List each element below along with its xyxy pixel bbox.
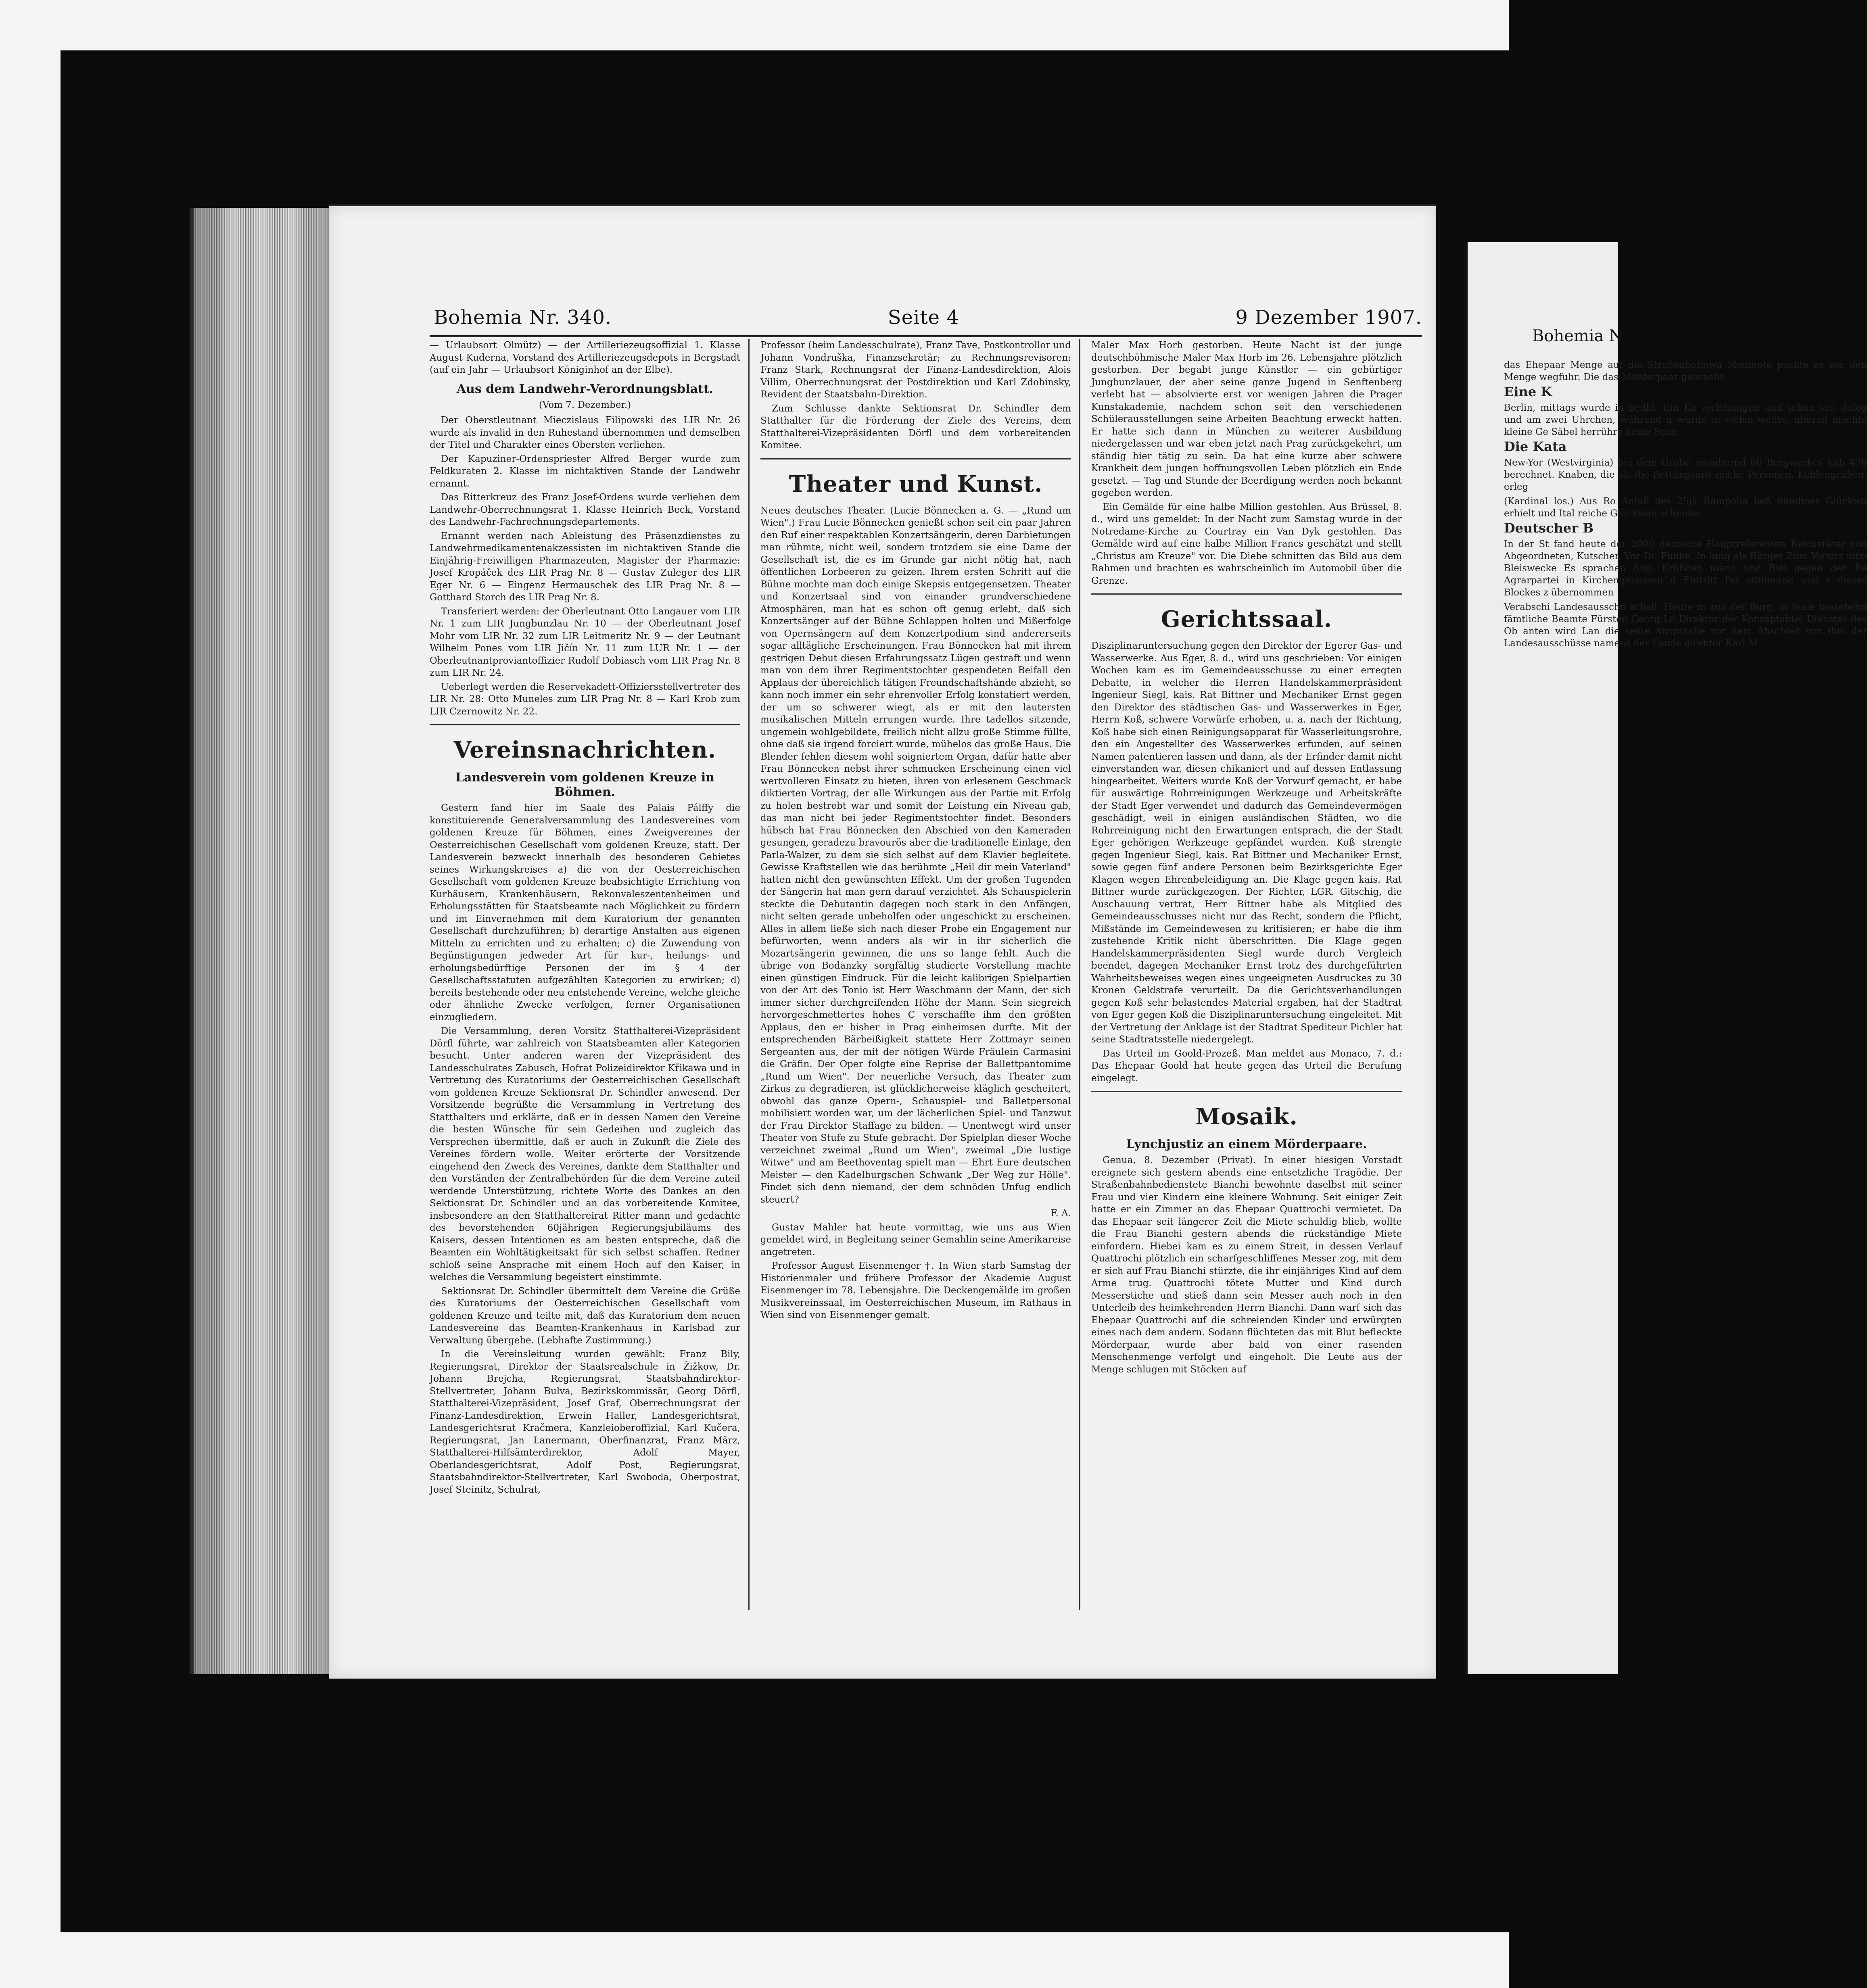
section-heading: Theater und Kunst. [789, 470, 1043, 497]
newspaper-title: Bohemia Nr. 340. [434, 306, 612, 329]
book-page-edges [190, 208, 333, 1674]
next-page-fragment [1464, 242, 1867, 1674]
article-paragraph: Ueberlegt werden die Reservekadett-Offiziersstellvertreter des LIR Nr. 28: Otto Muneles zum LIR Prag Nr. 8 — Karl Krob zum LIR Czernowitz Nr. 22. [430, 681, 740, 717]
column-3 [1091, 339, 1402, 1630]
next-page-paragraph: Die Kata [1504, 439, 1567, 454]
next-page-paragraph: das Ehepaar Menge auf die Straßenbahnwa Momente packte es vor den Menge wegfuhr. Die das Mörderpaar gebracht. [1504, 360, 1867, 382]
column-2 [760, 339, 1071, 1630]
column-divider-1 [748, 339, 750, 1610]
issue-date: 9 Dezember 1907. [1235, 306, 1422, 329]
article-paragraph: Das Urteil im Goold-Prozeß. Man meldet aus Monaco, 7. d.: Das Ehepaar Goold hat heute gegen das Urteil die Berufung eingelegt. [1091, 1048, 1402, 1084]
article-paragraph: Genua, 8. Dezember (Privat). In einer hiesigen Vorstadt ereignete sich gestern abends eine entsetzliche Tragödie. Der Straßenbahnbedienstete Bianchi bewohnte daselbst mit seiner Frau und vier Kindern eine kleinere Wohnung. Seit einiger Zeit hatte er ein Zimmer an das Ehepaar Quattrochi vermietet. Da das Ehepaar seit längerer Zeit die Miete schuldig blieb, wollte die Frau Bianchi gestern abends die rückständige Miete einfordern. Hiebei kam es zu einem Streit, in dessen Verlauf Quattrochi plötzlich ein scharfgeschliffenes Messer zog, mit dem er sich auf Frau Bianchi stürzte, die ihr einjähriges Kind auf dem Arme trug. Quattrochi tötete Mutter und Kind durch Messerstiche und stieß dann sein Messer auch noch in den Unterleib des heimkehrenden Herrn Bianchi. Dann warf sich das Ehepaar Quattrochi auf die schreienden Kinder und erwürgten eines nach dem andern. Sodann flüchteten das mit Blut befleckte Mörderpaar, wurde aber bald von einer rasenden Menschenmenge verfolgt und eingeholt. Die Leute aus der Menge schlugen mit Stöcken auf [1091, 1155, 1402, 1375]
article-paragraph: Maler Max Horb gestorben. Heute Nacht ist der junge deutschböhmische Maler Max Horb im 26. Lebensjahre plötzlich gestorben. Der begabt junge Künstler — ein gebürtiger Jungbunzlauer, der aber seine ganze Jugend in Senftenberg verlebt hat — absolvierte erst vor wenigen Jahren die Prager Kunstakademie, nachdem schon seit den verschiedenen Schülerausstellungen seine Arbeiten Beachtung erweckt hatten. Er hatte sich dann in München zu weiterer Ausbildung niedergelassen und war eben jetzt nach Prag zurückgekehrt, um ständig hier tätig zu sein. Da hat eine kurze aber schwere Krankheit dem jungen hoffnungsvollen Leben plötzlich ein Ende gesetzt. — Tag und Stunde der Beerdigung werden noch bekannt gegeben werden. [1091, 340, 1402, 498]
next-page-paragraph: Verabschi Landesausschu schall. Heute m aus der Burg, in feale besiebend fämtliche Beamte Fürsten Georg Lo Direktor der Konzeptabtei Dienstes des Ob anten wird Lan die seine Ansprache vor dem Abschied von ihm der Landesausschüsse namens der Lande direktor Karl M [1504, 602, 1867, 649]
page-header [434, 306, 1422, 329]
section-rule [1091, 593, 1402, 595]
next-page-paragraph: Deutscher B [1504, 520, 1594, 536]
section-heading: Vereinsnachrichten. [453, 737, 716, 763]
next-page-paragraph: In der St fand heute der 2000 deutsche Hauptreferenten Reichsräter von Abgeordneten, Kutscher, Vor Dr. Funke. In lung als Bürger Zum Vorsitz nitz-Bleiswecke Es sprachen Abg. Krüßner, mann und Blei gegen den Re Agrarpartei in Kirchengenossen d Eintritt Pet stimmung und z dieses Blockes z übernommen [1504, 539, 1867, 598]
section-heading: Mosaik. [1195, 1103, 1298, 1130]
next-page-paragraph: New-Yor (Westvirginia) bei dem Grube annähernd 60 Bergwerkes hab 478 berechnet. Knaben, die als die Rettungsarb reiche Personen, Kohlengruben, erleg [1504, 457, 1867, 492]
article-paragraph: Der Kapuziner-Ordenspriester Alfred Berger wurde zum Feldkuraten 2. Klasse im nichtaktiven Stande der Landwehr ernannt. [430, 453, 740, 489]
article-paragraph: Transferiert werden: der Oberleutnant Otto Langauer vom LIR Nr. 1 zum LIR Jungbunzlau Nr. 10 — der Oberleutnant Josef Mohr vom LIR Nr. 32 zum LIR Leitmeritz Nr. 9 — der Leutnant Wilhelm Pones vom LIR Jičín Nr. 11 zum LUR Nr. 1 — der Oberleutnantproviantoffizier Rudolf Dobiasch vom LIR Prag Nr. 8 zum LIR Nr. 24. [430, 606, 740, 678]
article-paragraph: Professor (beim Landesschulrate), Franz Tave, Postkontrollor und Johann Vondruška, Finanzsekretär; zu Rechnungsrevisoren: Franz Stark, Rechnungsrat der Finanz-Landesdirektion, Alois Villim, Oberrechnungsrat der Postdirektion und Karl Zdobinsky, Revident der Staatsbahn-Direktion. [760, 340, 1071, 400]
scan-margin-bottom [0, 1932, 1509, 1988]
article-paragraph: Disziplinaruntersuchung gegen den Direktor der Egerer Gas- und Wasserwerke. Aus Eger, 8. d., wird uns geschrieben: Vor einigen Wochen kam es im Gemeindeausschusse zu einer erregten Debatte, in welcher die Herren Handelskammerpräsident Ingenieur Siegl, kais. Rat Bittner und Mechaniker Ernst gegen den Direktor des städtischen Gas- und Wasserwerkes in Eger, Herrn Koß, schwere Vorwürfe erhoben, u. a. nach der Richtung, Koß habe sich einen Reinigungsapparat für Wasserleitungsrohre, den ein Angestellter des Wasserwerkes erfunden, auf seinen Namen patentieren lassen und dann, als der Erfinder damit nicht einverstanden war, diesen chikaniert und auf dessen Entlassung hingearbeitet. Weiters wurde Koß der Vorwurf gemacht, er habe für auswärtige Rohrreinigungen Werkzeuge und Arbeitskräfte der Stadt Eger verwendet und dadurch das Gemeindevermögen geschädigt, weil in einigen ausländischen Städten, wo die Rohrreinigung nicht den Erwartungen entsprach, die der Stadt Eger gehörigen Werkzeuge gepfändet wurden. Koß strengte gegen Ingenieur Siegl, kais. Rat Bittner und Mechaniker Ernst, sowie gegen fünf andere Personen beim Bezirksgerichte Eger Klagen wegen Ehrenbeleidigung an. Die Klage gegen kais. Rat Bittner wurde zurückgezogen. Der Richter, LGR. Gitschig, die Auschauung vertrat, Herr Bittner habe als Mitglied des Gemeindeausschusses nicht nur das Recht, sondern die Pflicht, Mißstände im Gemeindewesen zu kritisieren; er habe die ihm zustehende Kritik nicht überschritten. Die Klage gegen Handelskammerpräsidenten Siegl wurde durch Vergleich beendet, dagegen Mechaniker Ernst trotz des durchgeführten Wahrheitsbeweises wegen eines ungeeigneten Ausdruckes zu 30 Kronen Geldstrafe verurteilt. Da die Gerichtsverhandlungen gegen Koß sehr belastendes Material ergaben, hat der Stadtrat von Eger gegen Koß die Disziplinaruntersuchung eingeleitet. Mit der Vertretung der Anklage ist der Stadtrat Spediteur Pichler hat seine Stadtratsstelle niedergelegt. [1091, 641, 1402, 1045]
article-heading: Landesverein vom goldenen Kreuze in Böhmen. [455, 771, 715, 799]
article-signature: F. A. [1050, 1208, 1071, 1219]
article-paragraph: — Urlaubsort Olmütz) — der Artilleriezeugsoffizial 1. Klasse August Kuderna, Vorstand des Artilleriezeugsdepots in Bergstadt (auf ein Jahr — Urlaubsort Königinhof an der Elbe). [430, 340, 740, 375]
next-page-header: Bohemia N [1532, 327, 1623, 345]
next-page-paragraph: (Kardinal los.) Aus Ro Anlaß des 25jä Rampolla ließ händiges Glückwu erhielt und Ital reiche Glückwun schenke. [1504, 496, 1867, 519]
section-rule [1091, 1091, 1402, 1092]
article-paragraph: In die Vereinsleitung wurden gewählt: Franz Bily, Regierungsrat, Direktor der Staatsrealschule in Žižkow, Dr. Johann Brejcha, Regierungsrat, Staatsbahndirektor-Stellvertreter, Johann Bulva, Bezirkskommissär, Georg Dörfl, Statthalterei-Vizepräsident, Josef Graf, Oberrechnungsrat der Finanz-Landesdirektion, Erwein Haller, Landesgerichtsrat, Landesgerichtsrat Kračmera, Kanzleioberoffizial, Karl Kučera, Regierungsrat, Jan Lanermann, Oberfinanzrat, Franz März, Statthalterei-Hilfsämterdirektor, Adolf Mayer, Oberlandesgerichtsrat, Adolf Post, Regierungsrat, Staatsbahndirektor-Stellvertreter, Karl Swoboda, Oberpostrat, Josef Steinitz, Schulrat, [430, 1349, 740, 1495]
article-paragraph: Das Ritterkreuz des Franz Josef-Ordens wurde verliehen dem Landwehr-Oberrechnungsrat 1. Klasse Heinrich Beck, Vorstand des Landwehr-Fachrechnungsdepartements. [430, 492, 740, 527]
article-paragraph: Ein Gemälde für eine halbe Million gestohlen. Aus Brüssel, 8. d., wird uns gemeldet: In der Nacht zum Samstag wurde in der Notredame-Kirche zu Courtray ein Van Dyk gestohlen. Das Gemälde wird auf eine halbe Million Francs geschätzt und stellt „Christus am Kreuze" vor. Die Diebe schnitten das Bild aus dem Rahmen und brachten es wahrscheinlich im Automobil über die Grenze. [1091, 501, 1402, 586]
scan-margin-left [0, 0, 61, 1988]
article-paragraph: Zum Schlusse dankte Sektionsrat Dr. Schindler dem Statthalter für die Förderung der Ziele des Vereins, dem Statthalterei-Vizepräsidenten Dörfl und dem vorbereitenden Komitee. [760, 403, 1071, 451]
article-paragraph: Gestern fand hier im Saale des Palais Pálffy die konstituierende Generalversammlung des Landesvereines vom goldenen Kreuze für Böhmen, eines Zweigvereines der Oesterreichischen Gesellschaft vom goldenen Kreuze, statt. Der Landesverein bezweckt innerhalb des besonderen Gebietes seines Wirkungskreises a) die von der Oesterreichischen Gesellschaft vom goldenen Kreuze beabsichtigte Errichtung von Kurhäusern, Krankenhäusern, Rekonvaleszentenheimen und Erholungsstätten für Staatsbeamte nach Möglichkeit zu fördern und im Einvernehmen mit dem Kuratorium der genannten Gesellschaft durchzuführen; b) derartige Anstalten aus eigenen Mitteln zu errichten und zu erhalten; c) die Zuwendung von Begünstigungen jedweder Art für kur-, heilungs- und erholungsbedürftige Personen der im § 4 der Gesellschaftsstatuten aufgezählten Kategorien zu erwirken; d) bereits bestehende oder neu entstehende Vereine, welche gleiche oder ähnliche Zwecke verfolgen, ferner Organisationen einzugliedern. [430, 803, 740, 1023]
article-paragraph: Gustav Mahler hat heute vormittag, wie uns aus Wien gemeldet wird, in Begleitung seiner Gemahlin seine Amerikareise angetreten. [760, 1222, 1071, 1257]
newspaper-page [329, 204, 1436, 1679]
article-heading: Aus dem Landwehr-Verordnungsblatt. [456, 382, 714, 396]
article-paragraph: Der Oberstleutnant Mieczislaus Filipowski des LIR Nr. 26 wurde als invalid in den Ruhestand übernommen und demselben der Titel und Charakter eines Obersten verliehen. [430, 415, 740, 450]
column-divider-2 [1079, 339, 1080, 1610]
next-page-paragraph: Eine K [1504, 384, 1552, 399]
page-number: Seite 4 [888, 306, 959, 329]
article-heading: Lynchjustiz an einem Mörderpaare. [1126, 1137, 1367, 1151]
article-paragraph: Sektionsrat Dr. Schindler übermittelt dem Vereine die Grüße des Kuratoriums der Oesterreichischen Gesellschaft vom goldenen Kreuze und teilte mit, daß das Kuratorium dem neuen Landesvereine das Beamten-Krankenhaus in Karlsbad zur Verwaltung übergebe. (Lebhafte Zustimmung.) [430, 1286, 740, 1346]
article-paragraph: Die Versammlung, deren Vorsitz Statthalterei-Vizepräsident Dörfl führte, war zahlreich von Staatsbeamten aller Kategorien besucht. Unter anderen waren der Vizepräsident des Landesschulrates Zabusch, Hofrat Polizeidirektor Křikawa und in Vertretung des Kuratoriums der Oesterreichischen Gesellschaft vom goldenen Kreuze Sektionsrat Dr. Schindler anwesend. Der Vorsitzende begrüßte die Versammlung in Vertretung des Statthalters und erklärte, daß er in dessen Namen den Vereine die besten Wünsche für sein Gedeihen und zugleich das Versprechen übermittle, daß er auch in Zukunft die Ziele des Vereines fördern wolle. Weiter erörterte der Vorsitzende eingehend den Zweck des Vereines, dankte dem Statthalter und den Vorständen der Zentralbehörden für die dem Vereine zuteil werdende Unterstützung, richtete Worte des Dankes an den Sektionsrat Dr. Schindler und an das vorbereitende Komitee, insbesondere an den Statthaltereirat Ritter mann und gedachte des bevorstehenden 60jährigen Regierungsjubiläums des Kaisers, dessen Intentionen es am besten entspreche, daß die Beamten ein Wohltätigkeitsakt für sich selbst schaffen. Redner schloß seine Ansprache mit einem Hoch auf den Kaiser, in welches die Versammlung begeistert einstimmte. [430, 1026, 740, 1282]
scan-margin-top [0, 0, 1509, 50]
next-page-paragraph: Berlin, mittags wurde in bedkt. Ein Ka verlehungen und schon seit dolog und am zwei Uhrchen, während u wurde in vielen weilte, überall machte kleine Ge Säbel herrühre keine Spur. [1504, 403, 1867, 437]
header-rule [430, 335, 1422, 337]
next-page-text [1504, 359, 1867, 652]
article-paragraph: Ernannt werden nach Ableistung des Präsenzdienstes zu Landwehrmedikamentenakzessisten im nichtaktiven Stande die Einjährig-Freiwilligen Pharmazeuten, Magister der Pharmazie: Josef Kropáček des LIR Prag Nr. 8 — Gustav Zuleger des LIR Eger Nr. 6 — Eingenz Hermauschek des LIR Prag Nr. 8 — Gotthard Storch des LIR Prag Nr. 8. [430, 530, 740, 603]
column-1 [430, 339, 740, 1630]
section-heading: Gerichtssaal. [1161, 606, 1332, 633]
article-paragraph: Professor August Eisenmenger †. In Wien starb Samstag der Historienmaler und frühere Professor der Akademie August Eisenmenger im 78. Lebensjahre. Die Deckengemälde im großen Musikvereinssaal, im Oesterreichischen Museum, im Rathaus in Wien sind von Eisenmenger gemalt. [760, 1261, 1071, 1320]
article-paragraph: Neues deutsches Theater. (Lucie Bönnecken a. G. — „Rund um Wien".) Frau Lucie Bönnecken genießt schon seit ein paar Jahren den Ruf einer respektablen Konzertsängerin, deren Darbietungen man rühmte, nicht weil, sondern trotzdem sie eine Dame der Gesellschaft ist, die es im Grunde gar nicht nötig hat, nach öffentlichen Lorbeeren zu geizen. Ihrem ersten Schritt auf die Bühne mochte man doch einige Skepsis entgegensetzen. Theater und Konzertsaal sind von einander grundverschiedene Atmosphären, man hat es schon oft genug erlebt, daß sich Konzertsänger auf der Bühne Schlappen holten und Mißerfolge von Opernsängern auf dem Konzertpodium sind andererseits sogar alltägliche Erscheinungen. Frau Bönnecken hat mit ihrem gestrigen Debut diesen Erfahrungssatz Lügen gestraft und wenn man von dem ihrer Regimentstochter gespendeten Beifall den Applaus der übereichlich tätigen Freundschaftshände abzieht, so kann noch immer ein sehr ehrenvoller Erfolg konstatiert werden, der um so schwerer wiegt, als er mit den lautersten musikalischen Mitteln errungen wurde. Ihre tadellos sitzende, ungemein wohlgebildete, freilich nicht allzu große Stimme füllte, ohne daß sie irgend forciert wurde, mühelos das große Haus. Die Blender fehlen diesem wohl soigniertem Organ, dafür hatte aber Frau Bönnecken nebst ihrer schmucken Erscheinung einen viel wertvolleren Einsatz zu bieten, ihren von erlesenem Geschmack diktierten Vortrag, der alle Wirkungen aus der Partie mit Erfolg zu holen bestrebt war und somit der Leistung ein Niveau gab, das man nicht bei jeder Regimentstochter findet. Besonders hübsch hat Frau Bönnecken den Abschied von den Kameraden gesungen, geradezu bravourös aber die traditionelle Einlage, den Parla-Walzer, zu dem sie sich selbst auf dem Klavier begleitete. Gewisse Kraftstellen wie das berühmte „Heil dir mein Vaterland" hatten nicht den gewünschten Effekt. Um der großen Tugenden der Sängerin hat man gern darauf verzichtet. Als Schauspielerin steckte die Debutantin dagegen noch stark in den Anfängen, nicht selten gerade unbeholfen oder ungeschickt zu erscheinen. Alles in allem ließe sich nach dieser Probe ein Engagement nur befürworten, wenn anders als wir in ihr sicherlich die Mozartsängerin gewinnen, die uns so lange fehlt. Auch die übrige von Bodanzky sorgfältig studierte Vorstellung machte einen günstigen Eindruck. Für die leicht kalibrigen Spielpartien von der Art des Tonio ist Herr Waschmann der Mann, der sich immer sicher durchgreifenden Höhe der Mann. Sein siegreich hervorgeschmettertes hohes C verschaffte ihm den größten Applaus, den er bisher in Prag einheimsen durfte. Mit der entsprechenden Bärbeißigkeit stattete Herr Zottmayr seinen Sergeanten aus, der mit der nötigen Würde Fräulein Carmasini die Gräfin. Der Oper folgte eine Reprise der Ballettpantomime „Rund um Wien". Der neuerliche Versuch, das Theater zum Zirkus zu degradieren, ist glücklicherweise kläglich gescheitert, obwohl das ganze Opern-, Schauspiel- und Balletpersonal mobilisiert worden war, um der lächerlichen Spiel- und Tanzwut der Frau Direktor Staffage zu bilden. — Unentwegt wird unser Theater von Stufe zu Stufe gebracht. Der Spielplan dieser Woche verzeichnet zweimal „Rund um Wien", zweimal „Die lustige Witwe" und am Beethoventag spielt man — Ehrt Eure deutschen Meister — den Kadelburgschen Schwank „Der Weg zur Hölle". Findet sich denn niemand, der dem schnöden Unfug endlich steuert? [760, 505, 1071, 1205]
section-rule [430, 724, 740, 725]
article-subheading: (Vom 7. Dezember.) [539, 399, 631, 410]
section-rule [760, 458, 1071, 459]
